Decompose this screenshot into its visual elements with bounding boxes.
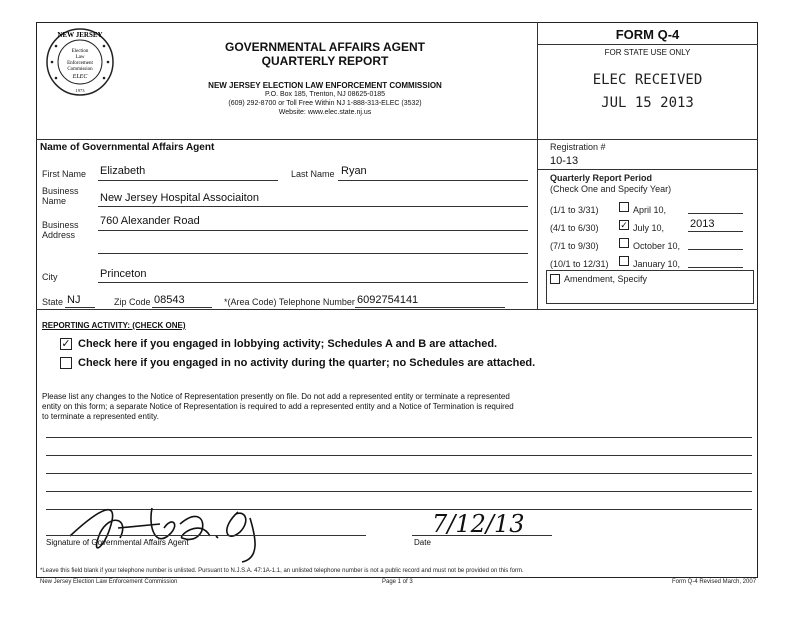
quarter-due: July 10, [633,223,665,233]
notice-line: Please list any changes to the Notice of Representation presently on file. Do not add a represented entity or terminate a represented [42,392,510,401]
seal-line: Commission [67,67,93,72]
commission-phone: (609) 292-8700 or Toll Free Within NJ 1-888-313-ELEC (3532) [228,100,422,107]
footer-page-number: Page 1 of 3 [382,579,413,585]
quarter-due: January 10, [633,259,681,269]
seal-line: Enforcement [67,61,93,66]
form-title-line2: QUARTERLY REPORT [261,54,389,68]
registration-field[interactable]: 10-13 [550,155,579,167]
form-id-rule [537,44,758,45]
zip-label: Zip Code [114,297,151,307]
agent-section-title: Name of Governmental Affairs Agent [40,142,215,153]
changes-line[interactable] [46,473,752,474]
elec-seal-icon [44,24,116,100]
quarter-range: (10/1 to 12/31) [550,259,609,269]
state-underline [65,307,95,308]
seal-top-text: NEW JERSEY [57,31,103,39]
last-name-underline [338,180,528,181]
quarter-checkbox[interactable] [619,256,629,266]
quarter-subtitle: (Check One and Specify Year) [550,184,672,194]
phone-label: *(Area Code) Telephone Number [224,297,355,307]
first-name-field[interactable]: Elizabeth [100,165,146,177]
last-name-field[interactable]: Ryan [341,165,367,177]
agent-bottom-rule [36,309,758,310]
changes-line[interactable] [46,455,752,456]
state-field[interactable]: NJ [67,294,81,306]
quarter-due: October 10, [633,241,681,251]
year-underline [688,267,743,268]
lobbying-activity-checkbox[interactable]: ✓ [61,338,71,350]
footer-left: New Jersey Election Law Enforcement Commission [40,579,178,585]
no-activity-option: Check here if you engaged in no activity during the quarter; no Schedules are attached. [78,357,536,369]
no-activity-checkbox[interactable] [60,357,72,369]
business-name-field[interactable]: New Jersey Hospital Associaiton [100,192,259,204]
lobbying-activity-option: Check here if you engaged in lobbying activity; Schedules A and B are attached. [78,338,498,350]
form-id: FORM Q-4 [615,27,680,42]
seal-line: Election [71,49,89,54]
date-label: Date [414,538,431,547]
signature-label: Signature of Governmental Affairs Agent [46,538,189,547]
first-name-label: First Name [42,169,87,179]
unlisted-phone-note: *Leave this field blank if your telephone number is unlisted. Pursuant to N.J.S.A. 47:1A-1.1, an unlisted telephone number is not a public record and must not be provided on this form. [40,568,524,574]
received-stamp-line2: JUL 15 2013 [601,95,694,111]
business-address-field[interactable]: 760 Alexander Road [100,215,200,227]
business-name-label: Business [42,186,79,196]
notice-line: to terminate a represented entity. [42,412,159,421]
handwritten-signature [60,488,360,564]
quarter-title: Quarterly Report Period [550,173,653,183]
business-address-label-2: Address [42,230,76,240]
commission-address: P.O. Box 185, Trenton, NJ 08625-0185 [264,91,386,98]
business-address-label: Business [42,220,79,230]
commission-name: NEW JERSEY ELECTION LAW ENFORCEMENT COMMISSION [208,81,442,90]
date-underline [412,535,552,536]
state-use-only: FOR STATE USE ONLY [604,48,691,57]
city-underline [98,282,528,283]
state-label: State [42,297,64,307]
received-stamp-line1: ELEC RECEIVED [592,72,703,88]
phone-underline [355,307,505,308]
quarter-due: April 10, [633,205,667,215]
year-underline [688,249,743,250]
amendment-label: Amendment, Specify [564,274,648,284]
registration-label: Registration # [550,142,606,152]
address-underline-2 [98,253,528,254]
quarter-checkbox-checked[interactable]: ✓ [620,220,628,230]
form-title-line1: GOVERNMENTAL AFFAIRS AGENT [224,40,425,54]
seal-line: Law [75,55,85,60]
quarter-range: (1/1 to 3/31) [550,205,599,215]
year-underline [688,213,743,214]
signature-date-field[interactable]: 7/12/13 [432,510,525,538]
zip-field[interactable]: 08543 [154,294,185,306]
quarter-checkbox[interactable] [619,202,629,212]
city-label: City [42,272,58,282]
quarter-range: (7/1 to 9/30) [550,241,599,251]
quarter-checkbox[interactable] [619,238,629,248]
footer-right: Form Q-4 Revised March, 2007 [672,579,757,585]
phone-field[interactable]: 6092754141 [357,294,419,306]
amendment-checkbox[interactable] [550,274,560,284]
notice-line: entity on this form; a separate Notice of Representation is required to add a represented entity and a Notice of Termination is required [42,402,514,411]
activity-title: REPORTING ACTIVITY: (CHECK ONE) [42,321,186,330]
quarter-year-field[interactable]: 2013 [690,218,715,230]
city-field[interactable]: Princeton [100,268,147,280]
quarter-range: (4/1 to 6/30) [550,223,599,233]
zip-underline [152,307,212,308]
year-underline [688,231,743,232]
address-underline-1 [98,230,528,231]
registration-rule [537,169,758,170]
last-name-label: Last Name [291,169,335,179]
first-name-underline [98,180,278,181]
business-name-underline [98,206,528,207]
commission-website: Website: www.elec.state.nj.us [278,109,372,116]
seal-mark: ELEC [72,74,88,80]
business-name-label-2: Name [42,196,67,206]
header-bottom-rule [36,139,758,140]
header-divider [537,22,538,309]
signature-underline [46,535,366,536]
seal-year: 1973 [75,88,85,93]
changes-line[interactable] [46,437,752,438]
